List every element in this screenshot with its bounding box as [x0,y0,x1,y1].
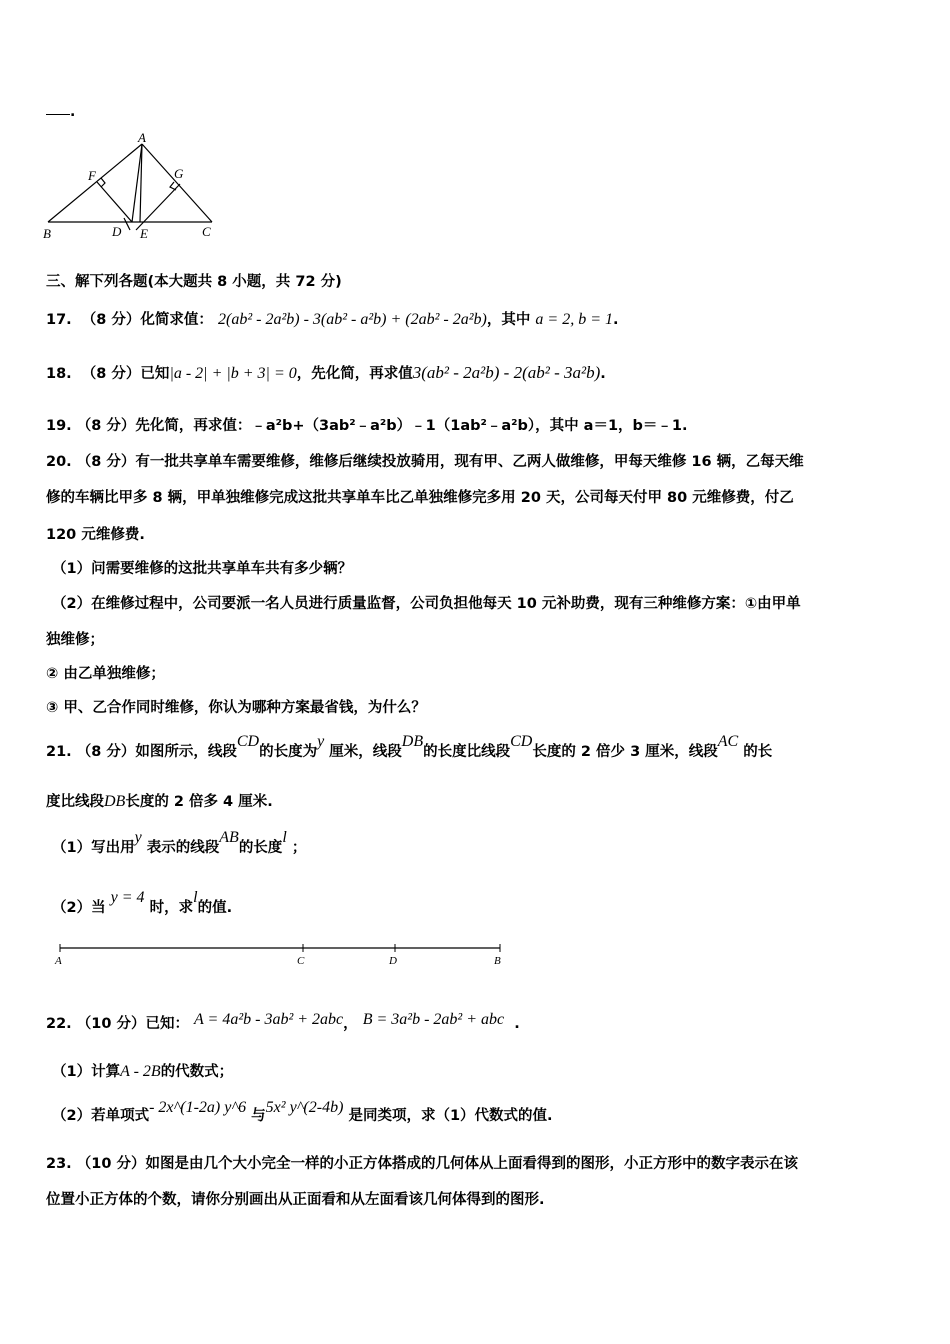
side-AB [48,144,142,222]
q22-part1 [52,1060,233,1081]
label-C: C [202,224,211,239]
q21-var-CD: CD [236,733,260,750]
q22-intro: 22. （10 分）已知： [46,1016,189,1032]
q22-p1-b: 的代数式； [160,1064,234,1080]
q21-text-b: 的长度为 [259,744,318,760]
q21-p1-AB: AB [219,829,239,846]
q21-p1-d: ； [291,840,307,856]
side-AC [142,144,212,222]
section-heading: 三、解下列各题(本大题共 8 小题，共 72 分) [46,274,342,290]
q21-part2 [52,889,233,917]
q18-score: （8 分）已知 [81,366,170,382]
q22-p1-expr: A - 2B [120,1063,161,1080]
label-D: D [112,224,122,239]
q21-p1-y: y [134,829,142,846]
label-G: G [174,166,184,181]
q20-part1: （1）问需要维修的这批共享单车共有多少辆？ [52,561,353,577]
q21-line2-a: 度比线段 [46,794,104,810]
q21-text-e: 长度的 2 倍少 3 厘米，线段 [532,744,718,760]
label-F: F [88,168,96,183]
segment-FD [97,182,132,222]
label-B: B [43,226,51,241]
q21-p2-c: 的值. [197,900,233,916]
point-label-A: A [55,955,62,967]
q21-text-f: 的长 [743,744,773,760]
q18-expression: 3(ab² - 2a²b) - 2(ab² - 3a²b) [412,363,601,382]
q17-condition: a = 2, b = 1 [535,311,614,328]
triangle-figure [40,130,225,245]
q21-var-AC: AC [717,733,739,750]
q17-score: （8 分）化简求值： [81,312,213,328]
q23-line2: 位置小正方体的个数，请你分别画出从正面看和从左面看该几何体得到的图形. [46,1192,545,1208]
q21-text-d: 的长度比线段 [423,744,511,760]
q21-p2-b: 时，求 [149,900,194,916]
q21-p2-a: （2）当 [52,900,106,916]
label-E: E [140,226,148,241]
q17-end: . [613,312,619,328]
q22-monomial-1: - 2x^(1-2a) y^6 [149,1099,247,1116]
q21-intro: 21. （8 分）如图所示，线段 [46,744,237,760]
q21-line2-b: 长度的 2 倍多 4 厘米. [125,794,273,810]
top-fragment: . [46,104,75,120]
point-label-B: B [494,955,501,967]
q21-p1-l: l [282,829,287,846]
q21-var-DB-2: DB [104,793,126,810]
q21-p1-c: 的长度 [238,840,283,856]
question-17 [46,308,619,329]
q17-mid: ，其中 [486,312,531,328]
q18-end: . [600,366,606,382]
q20-part2: （2）在维修过程中，公司要派一名人员进行质量监督，公司负担他每天 10 元补助费，现有三种维修方案：①由甲单 [52,596,801,612]
q18-mid: ，先化简，再求值 [296,366,413,382]
point-label-D: D [389,955,397,967]
q22-part2 [52,1099,553,1125]
q20-line2: 修的车辆比甲多 8 辆，甲单独维修完成这批共享单车比乙单独维修完多用 20 天，公司每天付甲 80 元维修费，付乙 [46,490,794,506]
q20-option2: ② 由乙单独维修； [46,666,165,682]
q17-expression: 2(ab² - 2a²b) - 3(ab² - a²b) + (2ab² - 2a²b) [218,311,487,328]
q22-p1-a: （1）计算 [52,1064,121,1080]
point-label-C: C [297,955,305,967]
q21-line1 [46,733,773,761]
question-18 [46,362,606,383]
q20-line1: 20. （8 分）有一批共享单车需要维修，维修后继续投放骑用，现有甲、乙两人做维修，甲每天维修 16 辆，乙每天维 [46,454,804,470]
q22-monomial-2: 5x² y^(2-4b) [265,1099,344,1116]
segment-GE [136,184,180,230]
q22-end: . [514,1016,520,1032]
q22-with: 与 [251,1108,266,1124]
q21-var-y: y [317,733,325,750]
question-19: 19. （8 分）先化简，再求值：﹣a²b+（3ab²﹣a²b）﹣1（1ab²﹣a²b），其中 a＝1，b＝﹣1. [46,418,688,434]
question-22 [46,1012,520,1033]
q23-line1: 23. （10 分）如图是由几个大小完全一样的小正方体搭成的几何体从上面看得到的图形，小正方形中的数字表示在该 [46,1156,798,1172]
q17-num: 17. [46,312,72,328]
q21-p2-eq: y = 4 [110,889,145,906]
q20-line3: 120 元维修费. [46,527,145,543]
right-angle-F [101,178,105,187]
segment-figure [50,940,510,970]
q21-part1 [52,829,307,857]
q22-comma: ， [343,1016,358,1032]
q21-p1-a: （1）写出用 [52,840,135,856]
tick-D [124,218,130,230]
q21-line2 [46,790,273,811]
q21-text-c: 厘米，线段 [329,744,402,760]
q20-option3: ③ 甲、乙合作同时维修，你认为哪种方案最省钱，为什么？ [46,700,426,716]
q22-p2-b: 是同类项，求（1）代数式的值. [348,1108,553,1124]
q20-part2-cont: 独维修； [46,632,104,648]
q21-p2-l: l [193,889,198,906]
q21-var-CD-2: CD [510,733,533,750]
q18-num: 18. [46,366,72,382]
q22-p2-a: （2）若单项式 [52,1108,150,1124]
label-A: A [138,130,146,145]
q21-var-DB: DB [401,733,424,750]
q18-condition: |a - 2| + |b + 3| = 0 [169,365,297,382]
q22-expr-B: B = 3a²b - 2ab² + abc [362,1011,505,1028]
q22-expr-A: A = 4a²b - 3ab² + 2abc [194,1011,344,1028]
q21-p1-b: 表示的线段 [146,840,220,856]
